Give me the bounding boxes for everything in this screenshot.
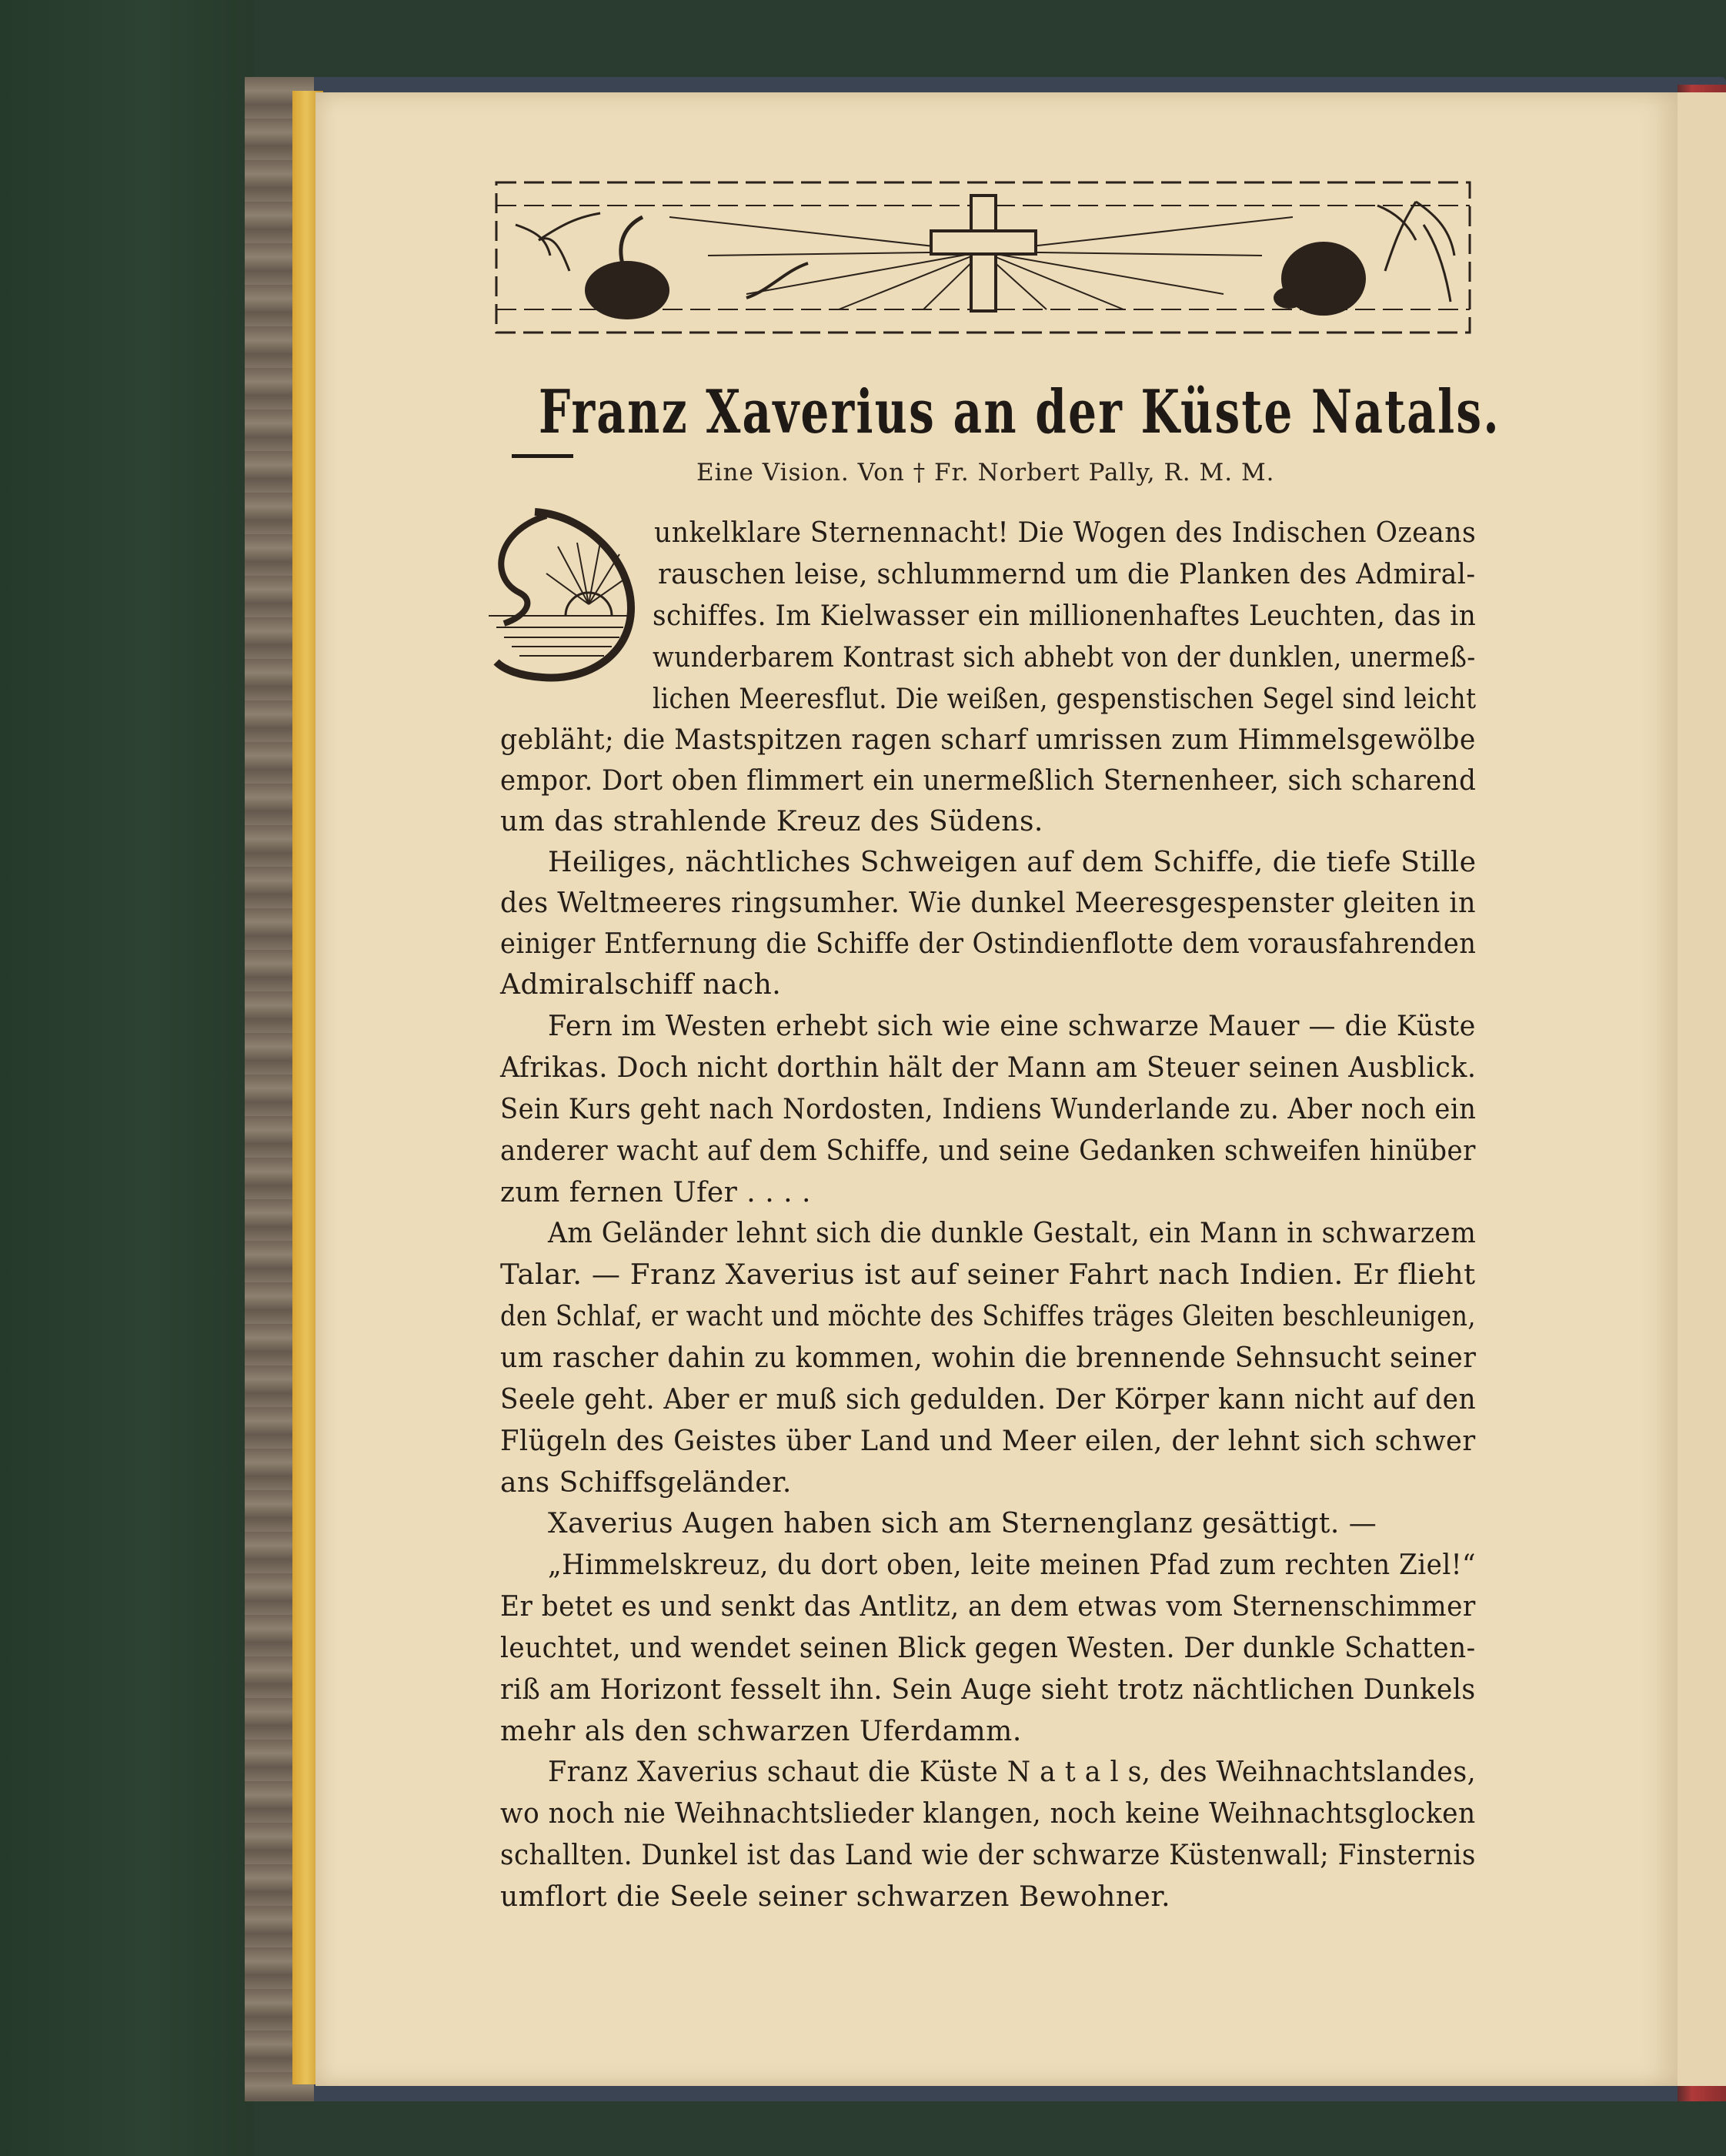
body-line: anderer wacht auf dem Schiffe, und seine Gedanken schweifen hinüber	[500, 1135, 1476, 1167]
body-line: ans Schiffsgeländer.	[500, 1467, 792, 1499]
body-line: Xaverius Augen haben sich am Sternenglanz gesättigt. —	[548, 1508, 1377, 1539]
article-title: Franz Xaverius an der Küste Natals.	[539, 377, 1501, 447]
body-line: des Weltmeeres ringsumher. Wie dunkel Meeresgespenster gleiten in	[500, 887, 1476, 919]
body-line: mehr als den schwarzen Uferdamm.	[500, 1716, 1022, 1747]
body-line: Flügeln des Geistes über Land und Meer eilen, der lehnt sich schwer	[500, 1426, 1476, 1457]
facing-page-edge	[1670, 92, 1726, 2086]
body-line: empor. Dort oben flimmert ein unermeßlich Sternenheer, sich scharend	[500, 765, 1477, 797]
body-line: Seele geht. Aber er muß sich gedulden. Der Körper kann nicht auf den	[500, 1384, 1477, 1416]
body-line: Franz Xaverius schaut die Küste N a t a l s, des Weihnachtslandes,	[548, 1757, 1477, 1788]
body-line: wunderbarem Kontrast sich abhebt von der dunklen, unermeß-	[653, 642, 1476, 674]
body-line: leuchtet, und wendet seinen Blick gegen Westen. Der dunkle Schatten-	[500, 1633, 1476, 1664]
body-line: Afrikas. Doch nicht dorthin hält der Mann am Steuer seinen Ausblick.	[500, 1052, 1477, 1084]
body-line: um rascher dahin zu kommen, wohin die brennende Sehnsucht seiner	[500, 1342, 1477, 1374]
body-line: rauschen leise, schlummernd um die Planken des Admiral-	[658, 559, 1476, 590]
cross-icon	[931, 196, 1036, 311]
body-line: wo noch nie Weihnachtslieder klangen, noch keine Weihnachtsglocken	[500, 1798, 1476, 1830]
palm-right-icon	[1377, 202, 1454, 302]
body-line: „Himmelskreuz, du dort oben, leite meinen Pfad zum rechten Ziel!“	[548, 1549, 1476, 1581]
body-line: riß am Horizont fesselt ihn. Sein Auge sieht trotz nächtlichen Dunkels	[500, 1674, 1476, 1706]
body-line: Sein Kurs geht nach Nordosten, Indiens Wunderlande zu. Aber noch ein	[500, 1094, 1477, 1125]
body-line: Admiralschiff nach.	[500, 969, 782, 1001]
body-line: schallten. Dunkel ist das Land wie der schwarze Küstenwall; Finsternis	[500, 1840, 1476, 1871]
body-line: Talar. — Franz Xaverius ist auf seiner Fahrt nach Indien. Er flieht	[500, 1259, 1476, 1291]
drop-cap-d-icon	[473, 500, 646, 685]
body-line: lichen Meeresflut. Die weißen, gespenstischen Segel sind leicht	[653, 684, 1477, 715]
body-line: zum fernen Ufer . . . .	[500, 1177, 811, 1208]
article-subtitle: Eine Vision. Von † Fr. Norbert Pally, R. M. M.	[696, 459, 1275, 486]
body-line: um das strahlende Kreuz des Südens.	[500, 806, 1043, 837]
palm-left-icon	[516, 213, 600, 271]
body-line: den Schlaf, er wacht und möchte des Schiffes träges Gleiten beschleunigen,	[500, 1301, 1477, 1332]
body-line: Heiliges, nächtliches Schweigen auf dem Schiffe, die tiefe Stille	[548, 847, 1477, 878]
body-line: unkelklare Sternennacht! Die Wogen des Indischen Ozeans	[654, 517, 1477, 549]
title-rule	[512, 454, 573, 458]
body-line: einiger Entfernung die Schiffe der Ostindienflotte dem vorausfahrenden	[500, 928, 1477, 960]
body-line: Am Geländer lehnt sich die dunkle Gestalt, ein Mann in schwarzem	[548, 1218, 1477, 1249]
body-line: gebläht; die Mastspitzen ragen scharf umrissen zum Himmelsgewölbe	[500, 724, 1476, 756]
body-line: umflort die Seele seiner schwarzen Bewohner.	[500, 1881, 1171, 1913]
backdrop	[0, 0, 254, 2156]
body-line: Er betet es und senkt das Antlitz, an dem etwas vom Sternenschimmer	[500, 1591, 1476, 1623]
body-line: schiffes. Im Kielwasser ein millionenhaftes Leuchten, das in	[653, 600, 1477, 632]
header-vignette	[492, 179, 1474, 336]
body-line: Fern im Westen erhebt sich wie eine schwarze Mauer — die Küste	[548, 1011, 1476, 1042]
